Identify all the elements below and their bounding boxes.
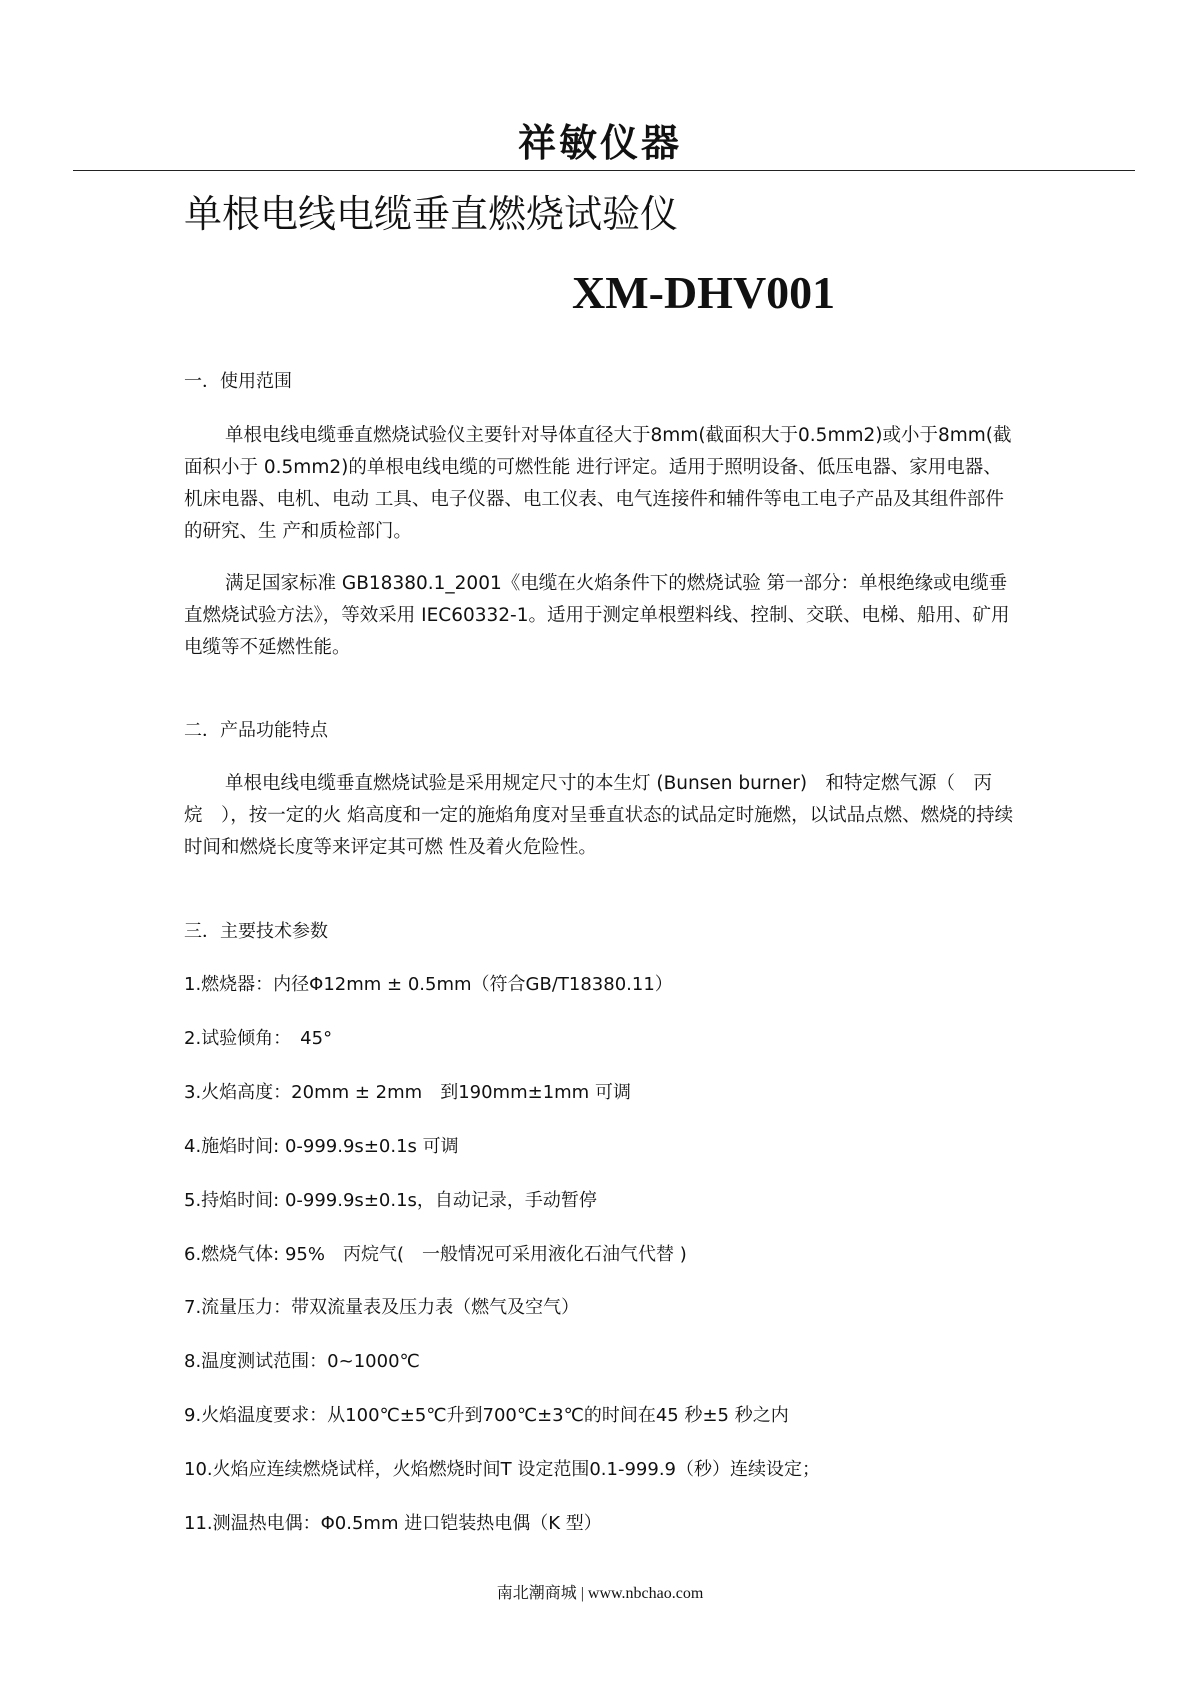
spec-item: 7.流量压力：带双流量表及压力表（燃气及空气）	[184, 1297, 580, 1318]
spec-item: 5.持焰时间: 0-999.9s±0.1s，自动记录，手动暂停	[184, 1190, 597, 1211]
model-number: XM-DHV001	[572, 267, 836, 318]
spec-item: 1.燃烧器：内径Φ12mm ± 0.5mm（符合GB/T18380.11）	[184, 974, 673, 995]
spec-item: 2.试验倾角： 45°	[184, 1028, 333, 1049]
spec-item: 9.火焰温度要求：从100℃±5℃升到700℃±3℃的时间在45 秒±5 秒之内	[184, 1405, 789, 1426]
footer-link[interactable]: 南北潮商城 | www.nbchao.com	[496, 1585, 704, 1602]
spec-item: 4.施焰时间: 0-999.9s±0.1s 可调	[184, 1136, 459, 1157]
section-heading: 三．主要技术参数	[184, 921, 328, 942]
spec-item: 8.温度测试范围：0~1000℃	[184, 1351, 420, 1372]
spec-item: 10.火焰应连续燃烧试样，火焰燃烧时间T 设定范围0.1-999.9（秒）连续设定；	[184, 1459, 820, 1480]
brand-header: 祥敏仪器	[517, 120, 682, 165]
section-heading: 二．产品功能特点	[184, 720, 328, 741]
spec-item: 3.火焰高度：20mm ± 2mm 到190mm±1mm 可调	[184, 1082, 631, 1103]
document-title: 单根电线电缆垂直燃烧试验仪	[184, 192, 679, 236]
paragraph: 单根电线电缆垂直燃烧试验仪主要针对导体直径大于8mm(截面积大于0.5mm2)或小于8mm(截面积小于 0.5mm2)的单根电线电缆的可燃性能 进行评定。适用于照明设备、低压电器、家用电器、机床电器、电机、电动 工具、电子仪器、电工仪表、电气连接件和辅件等电工电子产品及其组件部件的研究、生 产和质检部门。	[184, 425, 1012, 542]
section-heading: 一．使用范围	[184, 371, 292, 392]
paragraph: 满足国家标准 GB18380.1_2001《电缆在火焰条件下的燃烧试验 第一部分：单根绝缘或电缆垂直燃烧试验方法》，等效采用 IEC60332-1。适用于测定单根塑料线、控制、交联、电梯、船用、矿用电缆等不延燃性能。	[184, 573, 1010, 658]
paragraph: 单根电线电缆垂直燃烧试验是采用规定尺寸的本生灯 (Bunsen burner) 和特定燃气源（ 丙烷 ），按一定的火 焰高度和一定的施焰角度对呈垂直状态的试品定时施燃，以试品点燃、燃烧的持续时间和燃烧长度等来评定其可燃 性及着火危险性。	[184, 773, 1014, 858]
spec-item: 6.燃烧气体: 95% 丙烷气( 一般情况可采用液化石油气代替 )	[184, 1244, 687, 1265]
spec-item: 11.测温热电偶：Φ0.5mm 进口铠装热电偶（K 型）	[184, 1513, 602, 1534]
header-divider	[73, 170, 1135, 171]
